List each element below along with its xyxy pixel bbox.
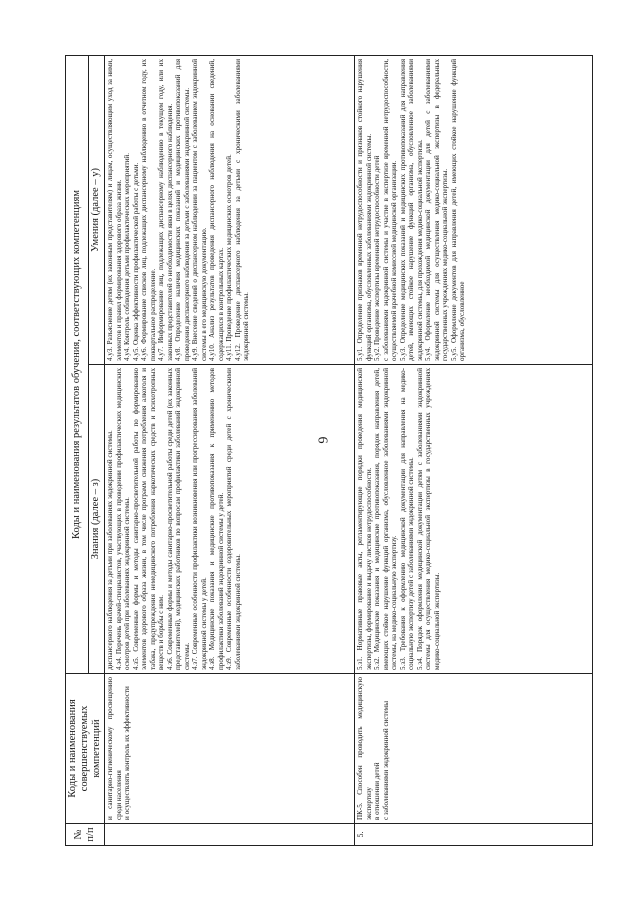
rotated-table-container	[65, 56, 593, 846]
knowledge-cell: 5.з1. Нормативные правовые акты, регламентирующие порядки проведения медицинской экспертизы, формирование и выдачу листков нетрудоспособности. 5.з2. Медицинские показания и медицинские противопоказания, порядок направления детей, имеющих стойкое нарушение функций организма, обусловленное заболеваниями эндокринной системы, на медико-социальную экспертизу. 5.з3. Требования к оформлению медицинской документации для направления на медико-социальную экспертизу детей с заболеваниями эндокринной системы. 5.з4. Порядок оформления медицинской документации детям с заболеваниями эндокринной системы для осуществления медико-социальной экспертизы в государственных учреждениях медико-социальной экспертизы.	[355, 365, 593, 674]
competence-table	[65, 55, 593, 846]
row-num: 5.	[355, 824, 593, 846]
header-skills: Умения (далее – у)	[88, 55, 105, 364]
page-number: 6	[314, 436, 330, 444]
competence-cell: ПК-5. Способен проводить медицинскую экспертизу в отношении детей с заболеваниями эндокринной системы	[355, 674, 593, 824]
table-row	[105, 55, 355, 845]
knowledge-cell: диспансерного наблюдения за детьми при заболеваниях эндокринной системы. 4.з4. Перечень врачей-специалистов, участвующих в проведении профилактических медицинских осмотров детей при заболеваниях эндокринной системы. 4.з5. Современные формы и методы санитарно-просветительной работы по формированию элементов здорового образа жизни, в том числе программ снижения потребления алкоголя и табака, предупреждения немедицинского потребления наркотических средств и психотропных веществ и борьбы с ним. 4.з6. Современные формы и методы санитарно-просветительной работы среди детей (их законных представителей), медицинских работников по вопросам профилактики заболеваний эндокринной системы. 4.з7. Современные особенности профилактики возникновения или прогрессирования заболеваний эндокринной системы у детей. 4.з8. Медицинские показания и медицинские противопоказания к применению методов профилактики заболеваний эндокринной системы у детей. 4.з9. Современные особенности оздоровительных мероприятий среди детей с хроническими заболеваниями эндокринной системы.	[105, 365, 355, 674]
header-competence: Коды и наименования совершенствуемых компетенций	[66, 674, 105, 824]
competence-cell: и санитарно-гигиеническому просвещению среди населения и осуществлять контроль их эффективности	[105, 674, 355, 824]
header-num: № п/п	[66, 824, 105, 846]
skills-cell: 4.у3. Разъяснение детям (их законным представителям) и лицам, осуществляющим уход за ними, элементов и правил формирования здорового образа жизни. 4.у4. Контроль соблюдения детьми профилактических мероприятий. 4.у5. Оценка эффективности профилактической работы с детьми. 4.у6. Формирование списков лиц, подлежащих диспансерному наблюдению в отчетном году, их поквартальное распределение. 4.у7. Информирование лиц, подлежащих диспансерному наблюдению в текущем году, или их законных представителей о необходимости явки в целях диспансерного наблюдения. 4.у8. Определение наличия медицинских показаний и медицинских противопоказаний для проведения диспансерного наблюдения за детьми с заболеваниями эндокринной системы. 4.у9. Внесение сведений о диспансерном наблюдении за пациентом с заболеванием эндокринной системы в его медицинскую документацию. 4.у10. Анализ результатов проведения диспансерного наблюдения на основании сведений, содержащихся в контрольных картах. 4.у11. Проведение профилактических медицинских осмотров детей. 4.у12. Проведение диспансерного наблюдения за детьми с хроническими заболеваниями эндокринной системы.	[105, 55, 355, 364]
skills-cell: 5.у1. Определение признаков временной нетрудоспособности и признаков стойкого нарушения функций организма, обусловленных заболеваниями эндокринной системы. 5.у2. Проведение экспертизы временной нетрудоспособности детей с заболеваниями эндокринной системы и участие в экспертизе временной нетрудоспособности, осуществляемой врачебной комиссией медицинской организации. 5.у3. Определение медицинских показаний и медицинских противопоказаний для направления детей, имеющих стойкое нарушение функций организма, обусловленное заболеваниями эндокринной системы, для прохождения медико-социальной экспертизы. 5.у4. Оформление необходимой медицинской документации для детей с заболеваниями эндокринной системы для осуществления медико-социальной экспертизы в федеральных государственных учреждениях медико-социальной экспертизы. 5.у5. Оформление документов для направления детей, имеющих стойкое нарушение функций организма, обусловленное	[355, 55, 593, 364]
header-results: Коды и наименования результатов обучения, соответствующих компетенциям	[66, 55, 89, 673]
header-knowledge: Знания (далее – з)	[88, 365, 105, 674]
row-num	[105, 824, 355, 846]
table-row	[355, 55, 593, 845]
